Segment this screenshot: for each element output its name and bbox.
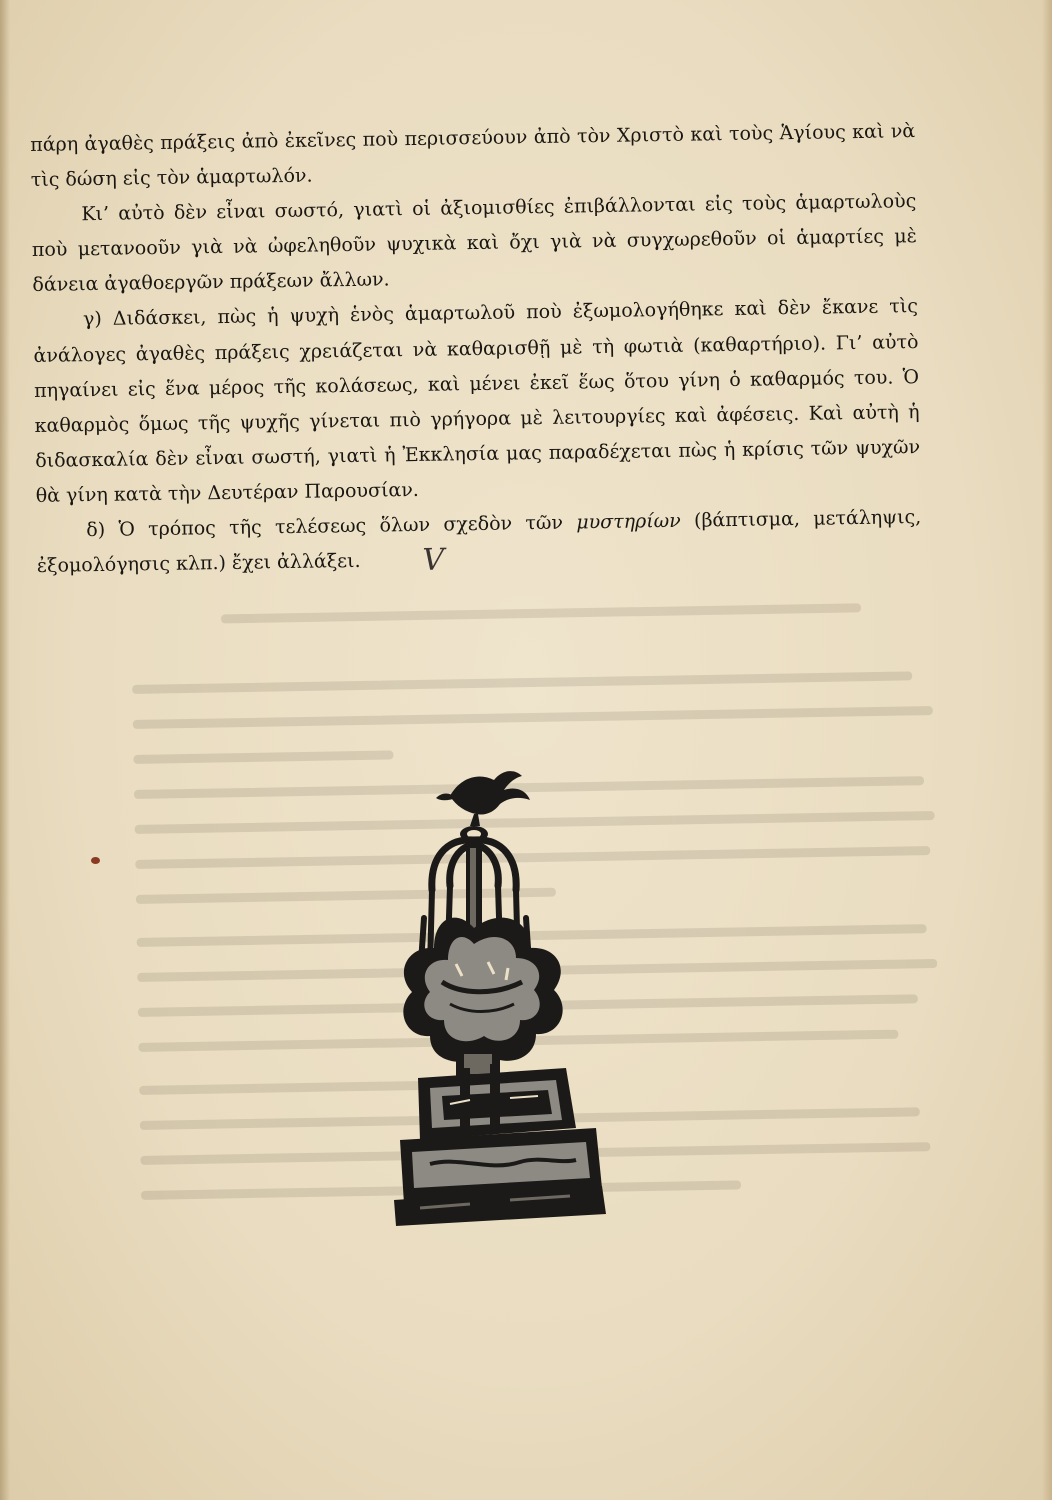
quatrefoil-basin xyxy=(403,918,562,1062)
paragraph-text: γ) Διδάσκει, πὼς ἡ ψυχὴ ἑνὸς ἁμαρτωλοῦ ποὺ ἐξωμολογήθηκε καὶ δὲν ἔκανε τὶς ἀνάλογες ἀγαθὲς πράξεις χρειάζεται νὰ καθαρισθῇ μὲ τὴ φωτιὰ (καθαρτήριο). Γι’ αὐτὸ πηγαίνει εἰς ἕνα μέρος τῆς κολάσεως, καὶ μένει ἐκεῖ ἕως ὅτου γίνη ὁ καθαρμός του. Ὁ καθαρμὸς ὅμως τῆς ψυχῆς γίνεται πιὸ γρήγορα μὲ λειτουργίες καὶ ἀφέσεις. Καὶ αὐτὴ ἡ διδασκαλία δὲν εἶναι σωστή, γιατὶ ἡ Ἐκκλησία μας παραδέχεται πὼς ἡ κρίσις τῶν ψυχῶν θὰ γίνη κατὰ τὴν Δευτέραν Παρουσίαν. xyxy=(33,295,921,507)
page-edge-right xyxy=(1042,0,1052,1500)
ghost-line xyxy=(133,706,933,729)
body-text xyxy=(30,114,922,584)
ghost-line xyxy=(133,750,393,764)
italic-word: μυστηρίων xyxy=(576,509,681,534)
lower-basin xyxy=(418,1064,576,1140)
paragraph-sacraments xyxy=(36,500,922,584)
ghost-line xyxy=(132,671,912,694)
paragraph-text: Κι’ αὐτὸ δὲν εἶναι σωστό, γιατὶ οἱ ἀξιομισθίες ἐπιβάλλονται εἰς τοὺς ἁμαρτωλοὺς ποὺ μετανοοῦν γιὰ νὰ ὠφεληθοῦν ψυχικὰ καὶ ὄχι γιὰ νὰ συγχωρεθοῦν οἱ ἁμαρτίες μὲ δάνεια ἀγαθοεργῶν πράξεων ἄλλων. xyxy=(31,190,917,297)
paragraph-merit-critique xyxy=(31,184,918,303)
base-plinth xyxy=(394,1128,606,1226)
fountain-illustration xyxy=(390,768,606,1228)
paragraph-purgatory xyxy=(33,290,921,514)
paragraph-text: δ) Ὁ τρόπος τῆς τελέσεως ὅλων σχεδὸν τῶν μυστηρίων (βάπτισμα, μετάληψις, ἐξομολόγησις κλπ.) ἔχει ἀλλάξει. xyxy=(36,506,922,578)
page-edge-left xyxy=(0,0,10,1500)
ink-stain xyxy=(91,857,100,864)
ghost-line xyxy=(221,603,861,623)
bird-icon xyxy=(436,771,530,826)
handwritten-check-mark: V xyxy=(422,542,445,579)
paragraph-text: πάρη ἀγαθὲς πράξεις ἀπὸ ἐκεῖνες ποὺ περισσεύουν ἀπὸ τὸν Χριστὸ καὶ τοὺς Ἁγίους καὶ νὰ τὶς δώση εἰς τὸν ἁμαρτωλόν. xyxy=(30,120,916,192)
